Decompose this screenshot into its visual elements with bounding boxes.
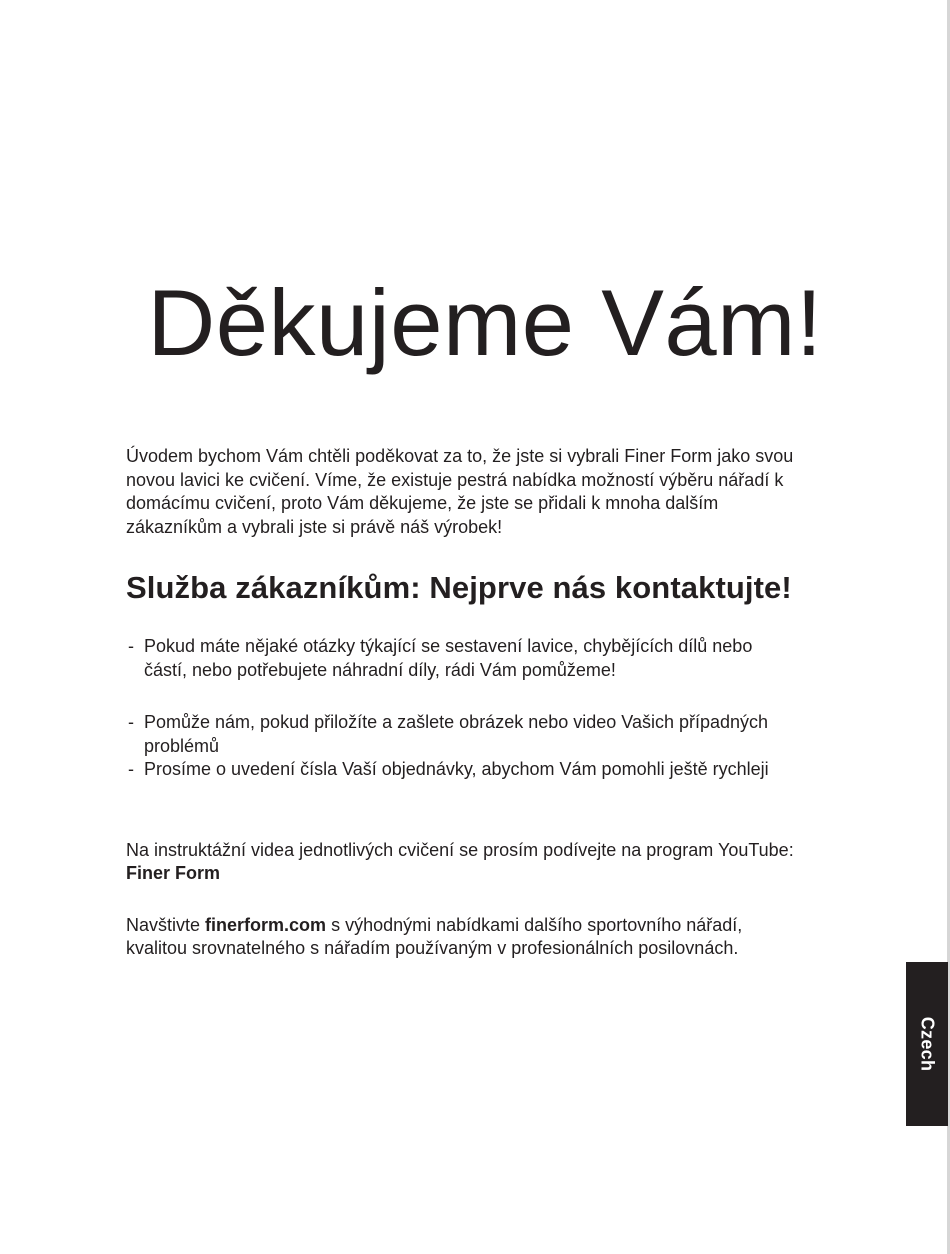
intro-line: novou lavici ke cvičení. Víme, že existuje pestrá nabídka možností výběru nářadí k bbox=[126, 469, 784, 490]
intro-line: zákazníkům a vybrali jste si právě náš výrobek! bbox=[126, 516, 503, 537]
visit-prefix: Navštivte bbox=[126, 914, 206, 935]
youtube-text: Na instruktážní videa jednotlivých cvičení se prosím podívejte na program YouTube: bbox=[126, 839, 794, 860]
language-tab bbox=[906, 962, 948, 1126]
visit-paragraph bbox=[126, 914, 846, 961]
bullet-line: Pomůže nám, pokud přiložíte a zašlete obrázek nebo video Vašich případných bbox=[144, 712, 769, 732]
intro-paragraph bbox=[126, 445, 846, 539]
youtube-channel-name: Finer Form bbox=[126, 863, 221, 883]
page-title: Děkujeme Vám! bbox=[147, 270, 823, 375]
bullet-item-send-picture bbox=[128, 711, 846, 758]
bullet-line: Prosíme o uvedení čísla Vaší objednávky, abychom Vám pomohli ještě rychleji bbox=[144, 759, 769, 779]
visit-line2: kvalitou srovnatelného s nářadím používaným v profesionálních posilovnách. bbox=[126, 938, 739, 958]
website-link[interactable]: finerform.com bbox=[205, 914, 327, 935]
customer-service-heading: Služba zákazníkům: Nejprve nás kontaktujte! bbox=[126, 570, 792, 605]
bullet-line: problémů bbox=[144, 735, 220, 756]
bullet-item-order-number bbox=[128, 758, 846, 782]
bullet-item-assembly-questions bbox=[128, 635, 846, 682]
contact-bullet-list bbox=[126, 635, 846, 782]
main-content bbox=[126, 445, 846, 961]
youtube-paragraph bbox=[126, 839, 846, 886]
language-tab-label: Czech bbox=[917, 1016, 938, 1072]
bullet-line: Pokud máte nějaké otázky týkající se sestavení lavice, chybějících dílů nebo bbox=[144, 636, 753, 656]
intro-line: domácímu cvičení, proto Vám děkujeme, že jste se přidali k mnoha dalším bbox=[126, 493, 719, 513]
bullet-dash: - bbox=[128, 759, 134, 779]
bullet-dash: - bbox=[128, 712, 134, 732]
bullet-line: částí, nebo potřebujete náhradní díly, rádi Vám pomůžeme! bbox=[144, 659, 616, 680]
intro-line: Úvodem bychom Vám chtěli poděkovat za to, že jste si vybrali Finer Form jako svou bbox=[126, 446, 794, 466]
visit-line1-suffix: s výhodnými nabídkami dalšího sportovního nářadí, bbox=[326, 914, 743, 935]
bullet-dash: - bbox=[128, 636, 134, 656]
